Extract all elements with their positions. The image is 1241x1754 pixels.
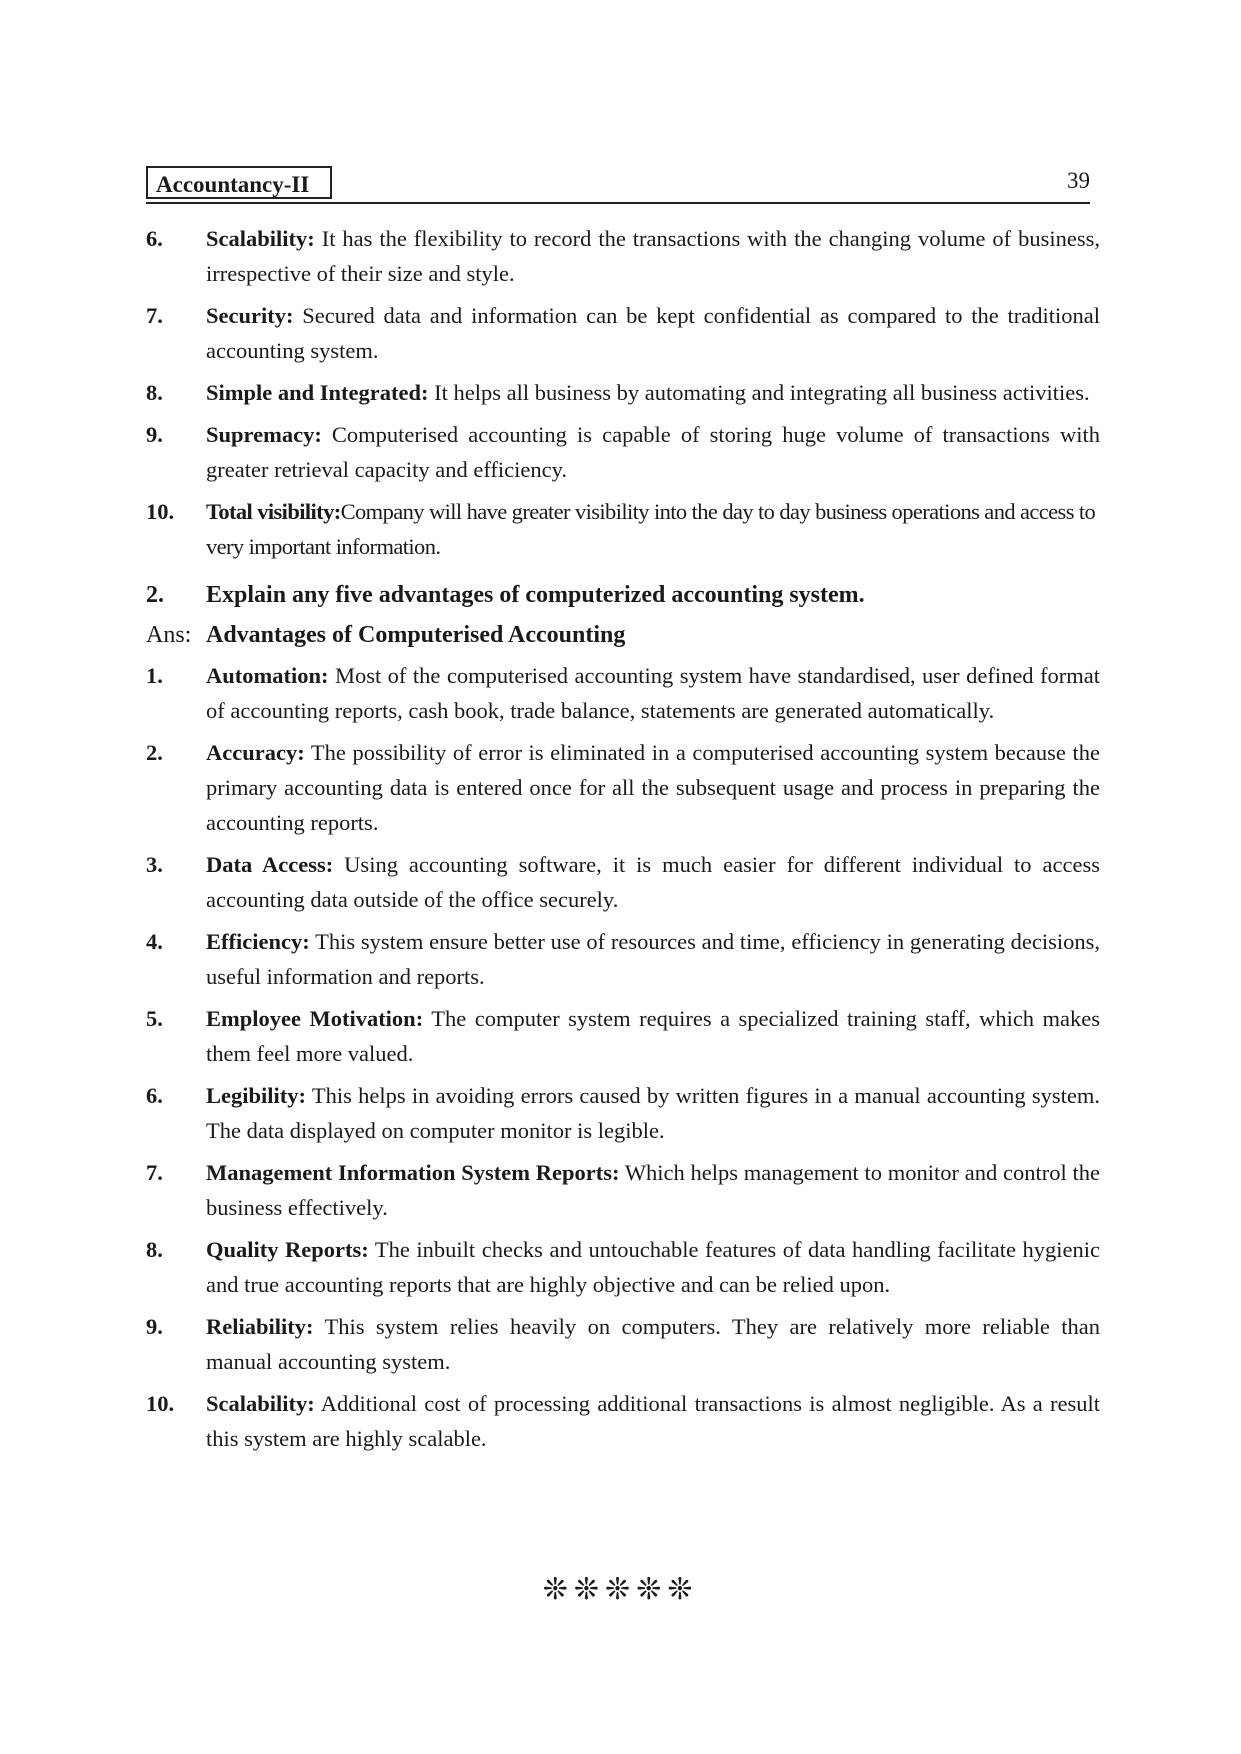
item-body xyxy=(206,1309,1100,1379)
item-text: Secured data and information can be kept confidential as compared to the traditional accounting system. xyxy=(206,303,1100,363)
item-term: Total visibility: xyxy=(206,499,341,524)
advantages-list xyxy=(146,658,1100,1456)
item-number: 4. xyxy=(146,929,163,954)
item-number: 3. xyxy=(146,852,163,877)
item-number: 6. xyxy=(146,226,163,251)
answer-title: Advantages of Computerised Accounting xyxy=(206,622,626,648)
item-body xyxy=(206,735,1100,840)
item-number: 9. xyxy=(146,422,163,447)
list-item xyxy=(146,1155,1100,1225)
list-item xyxy=(146,735,1100,840)
item-number: 7. xyxy=(146,303,163,328)
item-text: Which helps management to monitor and control the business effectively. xyxy=(206,1160,1100,1220)
item-body xyxy=(206,1386,1100,1456)
list-item xyxy=(146,298,1100,368)
item-body xyxy=(206,658,1100,728)
page-content xyxy=(146,221,1100,1463)
item-number: 2. xyxy=(146,740,163,765)
item-text: This system relies heavily on computers. They are relatively more reliable than manual accounting system. xyxy=(206,1314,1100,1374)
item-term: Security: xyxy=(206,303,294,328)
item-body xyxy=(206,1078,1100,1148)
item-number: 1. xyxy=(146,663,163,688)
item-body xyxy=(206,1155,1100,1225)
list-item xyxy=(146,1001,1100,1071)
list-item xyxy=(146,1078,1100,1148)
item-term: Management Information System Reports: xyxy=(206,1160,620,1185)
item-term: Reliability: xyxy=(206,1314,314,1339)
list-continued xyxy=(146,221,1100,564)
page-header xyxy=(146,166,1090,204)
list-item xyxy=(146,1232,1100,1302)
item-number: 9. xyxy=(146,1314,163,1339)
list-item xyxy=(146,1309,1100,1379)
item-body xyxy=(206,221,1100,291)
list-item xyxy=(146,924,1100,994)
item-body xyxy=(206,1232,1100,1302)
item-text: Most of the computerised accounting system have standardised, user defined format of accounting reports, cash book, trade balance, statements are generated automatically. xyxy=(206,663,1100,723)
question-number: 2. xyxy=(146,582,164,608)
answer-label: Ans: xyxy=(146,622,192,648)
item-body xyxy=(206,298,1100,368)
item-text: Additional cost of processing additional transactions is almost negligible. As a result this system are highly scalable. xyxy=(206,1391,1100,1451)
item-body xyxy=(206,1001,1100,1071)
item-number: 7. xyxy=(146,1160,163,1185)
end-ornament: ❊❊❊❊❊ xyxy=(542,1572,699,1607)
list-item xyxy=(146,1386,1100,1456)
list-item xyxy=(146,221,1100,291)
item-number: 5. xyxy=(146,1006,163,1031)
item-body xyxy=(206,494,1100,564)
item-text: The inbuilt checks and untouchable features of data handling facilitate hygienic and true accounting reports that are highly objective and can be relied upon. xyxy=(206,1237,1100,1297)
item-term: Scalability: xyxy=(206,1391,315,1416)
list-item xyxy=(146,494,1100,564)
item-term: Supremacy: xyxy=(206,422,322,447)
item-text: It helps all business by automating and integrating all business activities. xyxy=(428,380,1090,405)
item-text: Using accounting software, it is much easier for different individual to access accounting data outside of the office securely. xyxy=(206,852,1100,912)
item-term: Scalability: xyxy=(206,226,315,251)
item-text: This system ensure better use of resources and time, efficiency in generating decisions, useful information and reports. xyxy=(206,929,1100,989)
item-text: Computerised accounting is capable of storing huge volume of transactions with greater retrieval capacity and efficiency. xyxy=(206,422,1100,482)
list-item xyxy=(146,417,1100,487)
question-text: Explain any five advantages of computerized accounting system. xyxy=(206,582,865,608)
item-number: 6. xyxy=(146,1083,163,1108)
item-text: Company will have greater visibility into the day to day business operations and access to very important information. xyxy=(206,499,1096,559)
item-number: 10. xyxy=(146,1391,175,1416)
list-item xyxy=(146,847,1100,917)
question-heading xyxy=(146,576,1100,614)
book-title: Accountancy-II xyxy=(146,166,332,199)
item-number: 10. xyxy=(146,499,175,524)
item-term: Quality Reports: xyxy=(206,1237,369,1262)
list-item xyxy=(146,375,1100,410)
item-term: Simple and Integrated: xyxy=(206,380,429,405)
item-body xyxy=(206,847,1100,917)
item-text: The possibility of error is eliminated in a computerised accounting system because the primary accounting data is entered once for all the subsequent usage and process in preparing the accounting reports. xyxy=(206,740,1100,835)
item-term: Accuracy: xyxy=(206,740,305,765)
item-text: The computer system requires a specialized training staff, which makes them feel more valued. xyxy=(206,1006,1101,1066)
item-number: 8. xyxy=(146,380,163,405)
item-body xyxy=(206,375,1100,410)
item-term: Data Access: xyxy=(206,852,334,877)
item-term: Automation: xyxy=(206,663,329,688)
item-term: Efficiency: xyxy=(206,929,310,954)
item-body xyxy=(206,417,1100,487)
item-body xyxy=(206,924,1100,994)
item-text: It has the flexibility to record the transactions with the changing volume of business, irrespective of their size and style. xyxy=(206,226,1100,286)
list-item xyxy=(146,658,1100,728)
page-number: 39 xyxy=(1067,168,1090,193)
item-text: This helps in avoiding errors caused by written figures in a manual accounting system. The data displayed on computer monitor is legible. xyxy=(206,1083,1100,1143)
item-term: Employee Motivation: xyxy=(206,1006,424,1031)
item-term: Legibility: xyxy=(206,1083,306,1108)
answer-heading xyxy=(146,616,1100,654)
item-number: 8. xyxy=(146,1237,163,1262)
